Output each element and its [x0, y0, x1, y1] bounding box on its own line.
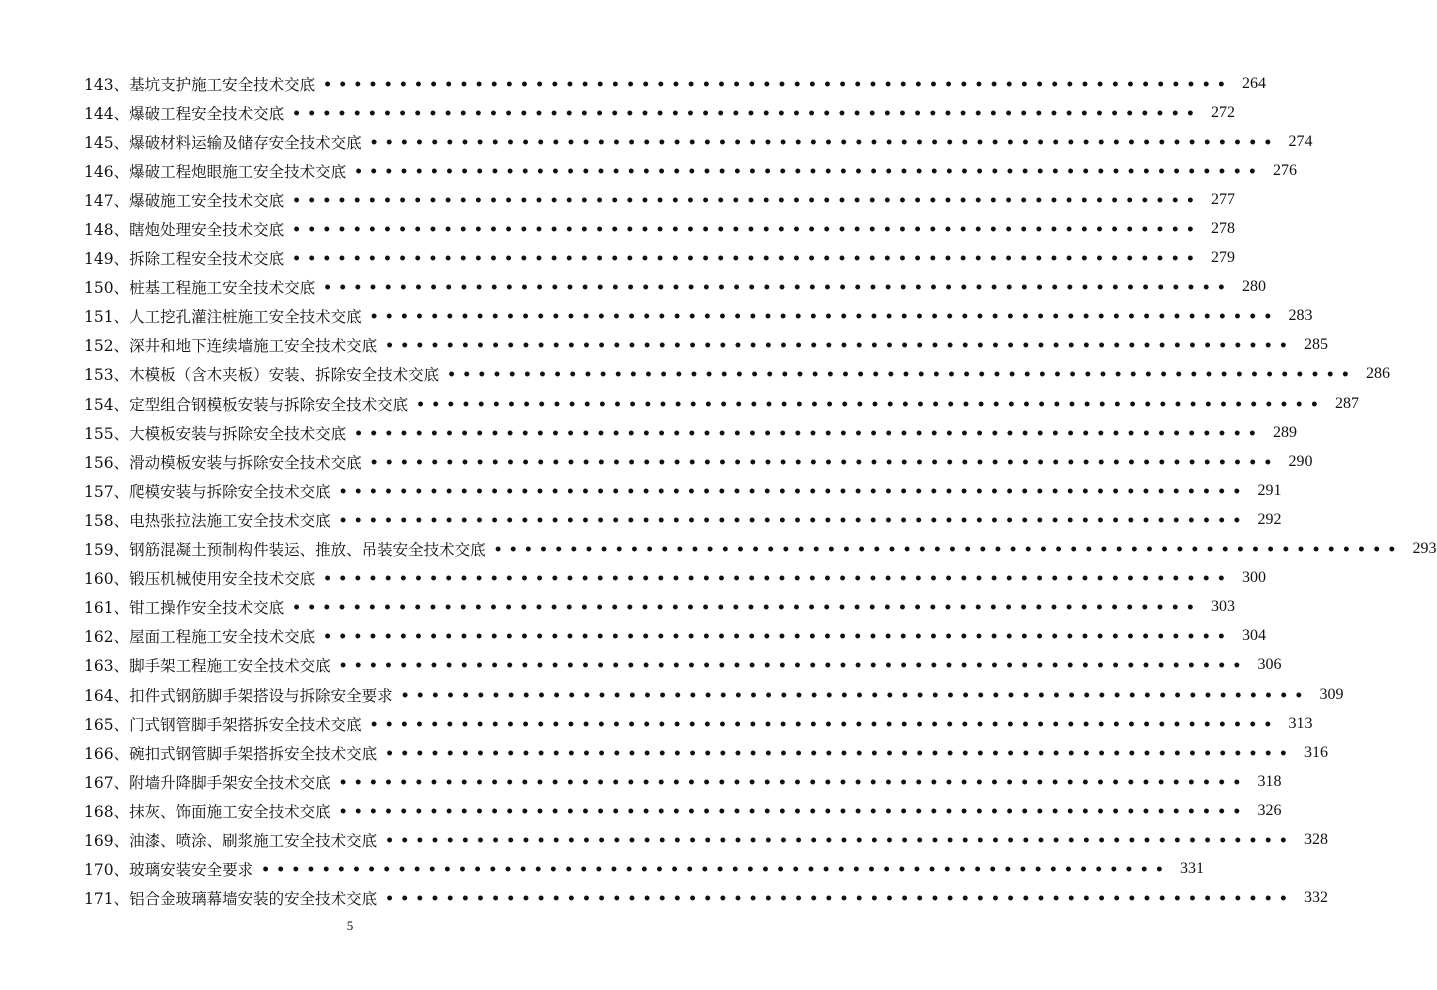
toc-entry-number: 143、 [84, 75, 130, 94]
toc-entry[interactable] [84, 505, 1282, 534]
toc-entry-number: 171、 [84, 890, 130, 909]
toc-entry-page: 264 [1242, 74, 1267, 92]
toc-entry-title: 爬模安装与拆除安全技术交底 [129, 482, 331, 501]
toc-leader-dots: •••••••••••••••••••••••••••••••••••••••••••••••••••••••••••• [354, 425, 1264, 442]
toc-entry[interactable] [84, 302, 1313, 331]
toc-entry-number: 168、 [84, 802, 130, 821]
toc-entry-title: 钳工操作安全技术交底 [129, 599, 285, 618]
toc-leader-dots: •••••••••••••••••••••••••••••••••••••••••••••••••••••••••••• [338, 512, 1248, 529]
toc-entry-page: 291 [1257, 481, 1282, 499]
toc-leader-dots: •••••••••••••••••••••••••••••••••••••••••••••••••••••••••••• [369, 309, 1279, 326]
toc-entry-number: 144、 [84, 104, 130, 123]
toc-entry-number: 148、 [84, 221, 130, 240]
toc-entry-page: 286 [1366, 365, 1391, 383]
toc-entry[interactable] [84, 622, 1267, 651]
toc-entry[interactable] [84, 884, 1329, 913]
toc-entry-page: 285 [1304, 336, 1329, 354]
toc-entry[interactable] [84, 564, 1267, 593]
toc-entry-page: 276 [1273, 161, 1298, 179]
toc-entry-page: 300 [1242, 569, 1267, 587]
toc-leader-dots: •••••••••••••••••••••••••••••••••••••••••••••••••••••••••••• [338, 483, 1248, 500]
toc-entry-number: 149、 [84, 250, 130, 269]
toc-entry-title: 铝合金玻璃幕墙安装的安全技术交底 [129, 890, 378, 909]
toc-entry-title: 拆除工程安全技术交底 [129, 250, 285, 269]
toc-entry-title: 大模板安装与拆除安全技术交底 [129, 424, 347, 443]
toc-entry[interactable] [84, 825, 1329, 854]
toc-entry-title: 碗扣式钢管脚手架搭拆安全技术交底 [129, 744, 378, 763]
toc-entry-number: 158、 [84, 511, 130, 530]
toc-entry-title: 钢筋混凝土预制构件装运、推放、吊装安全技术交底 [129, 541, 486, 560]
toc-entry-page: 289 [1273, 423, 1298, 441]
toc-leader-dots: •••••••••••••••••••••••••••••••••••••••••••••••••••••••••••• [385, 338, 1295, 355]
toc-entry-title: 深井和地下连续墙施工安全技术交底 [129, 337, 378, 356]
toc-leader-dots: •••••••••••••••••••••••••••••••••••••••••••••••••••••••••••• [369, 716, 1279, 733]
toc-entry-number: 163、 [84, 657, 130, 676]
toc-entry-page: 292 [1257, 510, 1282, 528]
toc-entry-page: 279 [1211, 249, 1236, 267]
toc-entry-page: 272 [1211, 103, 1236, 121]
toc-entry[interactable] [84, 389, 1360, 418]
toc-leader-dots: •••••••••••••••••••••••••••••••••••••••••••••••••••••••••••• [400, 687, 1310, 704]
toc-leader-dots: •••••••••••••••••••••••••••••••••••••••••••••••••••••••••••• [369, 454, 1279, 471]
toc-entry-title: 附墙升降脚手架安全技术交底 [129, 773, 331, 792]
toc-entry-page: 303 [1211, 598, 1236, 616]
toc-entry-number: 154、 [84, 395, 130, 414]
toc-entry-number: 152、 [84, 337, 130, 356]
toc-entry-number: 145、 [84, 133, 130, 152]
toc-entry[interactable] [84, 156, 1298, 185]
toc-entry-number: 166、 [84, 744, 130, 763]
toc-leader-dots: •••••••••••••••••••••••••••••••••••••••••••••••••••••••••••• [323, 76, 1233, 93]
toc-entry-page: 274 [1288, 132, 1313, 150]
toc-entry[interactable] [84, 418, 1298, 447]
toc-entry-title: 爆破工程安全技术交底 [129, 104, 285, 123]
toc-entry-number: 153、 [84, 366, 130, 385]
toc-entry-number: 169、 [84, 831, 130, 850]
toc-entry-number: 150、 [84, 279, 130, 298]
toc-entry-page: 278 [1211, 220, 1236, 238]
toc-leader-dots: •••••••••••••••••••••••••••••••••••••••••••••••••••••••••••• [354, 163, 1264, 180]
toc-entry-number: 147、 [84, 191, 130, 210]
toc-entry-title: 基坑支护施工安全技术交底 [129, 75, 316, 94]
toc-entry-title: 门式钢管脚手架搭拆安全技术交底 [129, 715, 362, 734]
toc-entry-page: 309 [1319, 685, 1344, 703]
toc-entry-page: 318 [1257, 772, 1282, 790]
toc-entry-page: 293 [1412, 540, 1437, 558]
toc-entry[interactable] [84, 127, 1313, 156]
toc-entry-title: 电热张拉法施工安全技术交底 [129, 511, 331, 530]
toc-entry-number: 167、 [84, 773, 130, 792]
toc-entry-number: 170、 [84, 861, 130, 880]
toc-entry-title: 瞎炮处理安全技术交底 [129, 221, 285, 240]
toc-leader-dots: •••••••••••••••••••••••••••••••••••••••••••••••••••••••••••• [493, 542, 1403, 559]
toc-entry-number: 161、 [84, 599, 130, 618]
toc-entry[interactable] [84, 185, 1236, 214]
toc-entry[interactable] [84, 98, 1236, 127]
toc-entry-number: 151、 [84, 308, 130, 327]
toc-leader-dots: •••••••••••••••••••••••••••••••••••••••••••••••••••••••••••• [323, 629, 1233, 646]
toc-entry[interactable] [84, 69, 1267, 98]
toc-leader-dots: •••••••••••••••••••••••••••••••••••••••••••••••••••••••••••• [323, 280, 1233, 297]
toc-entry-page: 316 [1304, 743, 1329, 761]
toc-entry[interactable] [84, 447, 1313, 476]
toc-leader-dots: •••••••••••••••••••••••••••••••••••••••••••••••••••••••••••• [338, 658, 1248, 675]
page-footer-number: 5 [346, 918, 354, 933]
toc-entry-number: 164、 [84, 686, 130, 705]
toc-entry[interactable] [84, 244, 1236, 273]
toc-entry-title: 扣件式钢筋脚手架搭设与拆除安全要求 [129, 686, 393, 705]
toc-entry[interactable] [84, 535, 1437, 564]
toc-entry[interactable] [84, 855, 1205, 884]
toc-leader-dots: •••••••••••••••••••••••••••••••••••••••••••••••••••••••••••• [292, 105, 1202, 122]
toc-leader-dots: •••••••••••••••••••••••••••••••••••••••••••••••••••••••••••• [416, 396, 1326, 413]
table-of-contents [84, 69, 1437, 913]
toc-entry[interactable] [84, 680, 1344, 709]
toc-leader-dots: •••••••••••••••••••••••••••••••••••••••••••••••••••••••••••• [292, 251, 1202, 268]
toc-entry-page: 332 [1304, 889, 1329, 907]
toc-entry-page: 277 [1211, 190, 1236, 208]
toc-entry-title: 屋面工程施工安全技术交底 [129, 628, 316, 647]
toc-entry-number: 156、 [84, 453, 130, 472]
toc-entry[interactable] [84, 593, 1236, 622]
toc-entry-title: 滑动模板安装与拆除安全技术交底 [129, 453, 362, 472]
toc-leader-dots: •••••••••••••••••••••••••••••••••••••••••••••••••••••••••••• [338, 774, 1248, 791]
toc-entry-title: 脚手架工程施工安全技术交底 [129, 657, 331, 676]
toc-leader-dots: •••••••••••••••••••••••••••••••••••••••••••••••••••••••••••• [292, 222, 1202, 239]
toc-leader-dots: •••••••••••••••••••••••••••••••••••••••••••••••••••••••••••• [385, 891, 1295, 908]
toc-entry-page: 326 [1257, 801, 1282, 819]
toc-entry-number: 159、 [84, 541, 130, 560]
toc-entry-title: 木模板（含木夹板）安装、拆除安全技术交底 [129, 366, 440, 385]
toc-entry-page: 283 [1288, 307, 1313, 325]
toc-entry[interactable] [84, 767, 1282, 796]
toc-leader-dots: •••••••••••••••••••••••••••••••••••••••••••••••••••••••••••• [292, 600, 1202, 617]
toc-leader-dots: •••••••••••••••••••••••••••••••••••••••••••••••••••••••••••• [385, 745, 1295, 762]
toc-leader-dots: •••••••••••••••••••••••••••••••••••••••••••••••••••••••••••• [261, 862, 1171, 879]
toc-leader-dots: •••••••••••••••••••••••••••••••••••••••••••••••••••••••••••• [323, 571, 1233, 588]
toc-entry-page: 328 [1304, 830, 1329, 848]
toc-entry-number: 162、 [84, 628, 130, 647]
toc-entry-page: 313 [1288, 714, 1313, 732]
toc-entry[interactable] [84, 214, 1236, 243]
toc-entry-title: 人工挖孔灌注桩施工安全技术交底 [129, 308, 362, 327]
toc-entry-title: 抹灰、饰面施工安全技术交底 [129, 802, 331, 821]
toc-entry-page: 280 [1242, 278, 1267, 296]
toc-entry[interactable] [84, 709, 1313, 738]
toc-entry-page: 331 [1180, 860, 1205, 878]
toc-entry-title: 桩基工程施工安全技术交底 [129, 279, 316, 298]
toc-leader-dots: •••••••••••••••••••••••••••••••••••••••••••••••••••••••••••• [338, 803, 1248, 820]
toc-entry-number: 157、 [84, 482, 130, 501]
toc-leader-dots: •••••••••••••••••••••••••••••••••••••••••••••••••••••••••••• [292, 192, 1202, 209]
toc-entry[interactable] [84, 360, 1391, 389]
toc-entry-page: 306 [1257, 656, 1282, 674]
toc-entry-title: 玻璃安装安全要求 [129, 861, 254, 880]
toc-entry[interactable] [84, 476, 1282, 505]
toc-leader-dots: •••••••••••••••••••••••••••••••••••••••••••••••••••••••••••• [447, 367, 1357, 384]
toc-entry-page: 290 [1288, 452, 1313, 470]
toc-entry[interactable] [84, 331, 1329, 360]
toc-entry-page: 287 [1335, 394, 1360, 412]
toc-entry[interactable] [84, 796, 1282, 825]
toc-entry-title: 爆破材料运输及储存安全技术交底 [129, 133, 362, 152]
toc-entry-title: 油漆、喷涂、刷浆施工安全技术交底 [129, 831, 378, 850]
toc-entry-title: 定型组合钢模板安装与拆除安全技术交底 [129, 395, 409, 414]
toc-entry[interactable] [84, 738, 1329, 767]
toc-entry-number: 146、 [84, 162, 130, 181]
toc-entry-title: 爆破工程炮眼施工安全技术交底 [129, 162, 347, 181]
toc-entry-number: 165、 [84, 715, 130, 734]
toc-entry-number: 160、 [84, 570, 130, 589]
toc-entry-title: 锻压机械使用安全技术交底 [129, 570, 316, 589]
toc-entry-page: 304 [1242, 627, 1267, 645]
toc-entry-title: 爆破施工安全技术交底 [129, 191, 285, 210]
toc-leader-dots: •••••••••••••••••••••••••••••••••••••••••••••••••••••••••••• [369, 134, 1279, 151]
toc-entry[interactable] [84, 651, 1282, 680]
toc-leader-dots: •••••••••••••••••••••••••••••••••••••••••••••••••••••••••••• [385, 832, 1295, 849]
toc-entry[interactable] [84, 273, 1267, 302]
toc-entry-number: 155、 [84, 424, 130, 443]
